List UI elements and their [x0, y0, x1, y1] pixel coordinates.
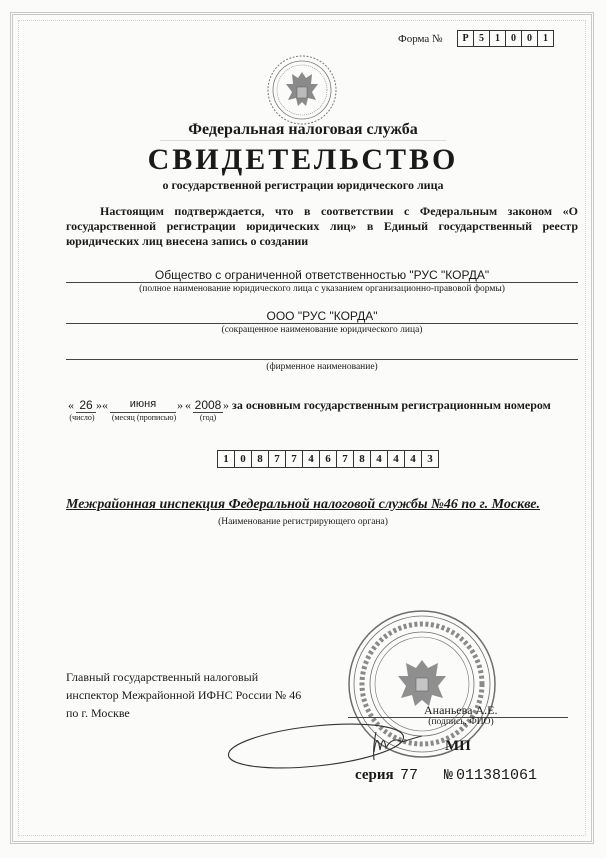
date-open-quote-day: « — [68, 398, 74, 412]
brand-name-line — [66, 359, 578, 360]
form-code-boxes — [458, 30, 554, 47]
ogrn-digit: 4 — [302, 450, 320, 468]
document-title: СВИДЕТЕЛЬСТВО — [147, 143, 459, 176]
date-open-quote-month: « — [102, 398, 108, 412]
signer-name: Ананьева А.Е. — [424, 703, 498, 717]
serial-no-label: № — [444, 767, 454, 784]
year-caption: (год) — [199, 413, 217, 422]
registering-authority: Межрайонная инспекция Федеральной налоговой службы №46 по г. Москве. — [65, 497, 541, 512]
date-year: 2008 — [194, 398, 222, 412]
confirmation-text: Настоящим подтверждается, что в соответствии с Федеральным законом «О государственной регистрации юридических лиц» в Единый государственный реестр юридических лиц внесена запись о создании — [66, 204, 578, 248]
series-label: серия — [355, 767, 394, 783]
ogrn-digit: 3 — [421, 450, 439, 468]
date-close-quote-day: » — [96, 398, 102, 412]
ogrn-digit: 4 — [404, 450, 422, 468]
authority-caption: (Наименование регистрирующего органа) — [218, 517, 388, 527]
ogrn-digit: 7 — [285, 450, 303, 468]
form-code-cell: 0 — [505, 30, 522, 47]
serial-number: 011381061 — [456, 767, 538, 784]
short-name-value: ООО "РУС "КОРДА" — [266, 309, 378, 323]
form-code-cell: 1 — [537, 30, 554, 47]
ogrn-digit: 4 — [370, 450, 388, 468]
full-name-value: Общество с ограниченной ответственностью "РУС "КОРДА" — [154, 268, 490, 282]
ogrn-boxes — [218, 450, 439, 468]
agency-name: Федеральная налоговая служба — [188, 121, 418, 138]
state-emblem-icon — [266, 54, 338, 126]
ogrn-digit: 0 — [234, 450, 252, 468]
form-code-cell: 0 — [521, 30, 538, 47]
document-subtitle: о государственной регистрации юридического лица — [162, 178, 444, 192]
ogrn-digit: 6 — [319, 450, 337, 468]
ogrn-digit: 8 — [251, 450, 269, 468]
short-name-caption: (сокращенное наименование юридического лица) — [221, 325, 423, 335]
form-label: Форма № — [398, 33, 443, 45]
ogrn-digit: 1 — [217, 450, 235, 468]
date-close-quote-year: » — [223, 398, 229, 412]
full-name-line — [66, 282, 578, 283]
form-code-cell: 1 — [489, 30, 506, 47]
official-line-3: по г. Москве — [66, 706, 130, 720]
brand-name-caption: (фирменное наименование) — [266, 362, 378, 372]
date-open-quote-year: « — [185, 398, 191, 412]
ogrn-intro: за основным государственным регистрационным номером — [232, 398, 551, 412]
ogrn-digit: 7 — [268, 450, 286, 468]
form-code-cell: Р — [457, 30, 474, 47]
seal-place-mp: МП — [445, 738, 471, 754]
ogrn-digit: 8 — [353, 450, 371, 468]
full-name-caption: (полное наименование юридического лица с указанием организационно-правовой формы) — [139, 284, 505, 294]
date-close-quote-month: » — [177, 398, 183, 412]
ogrn-digit: 4 — [387, 450, 405, 468]
month-caption: (месяц (прописью) — [111, 413, 177, 422]
ogrn-digit: 7 — [336, 450, 354, 468]
series-number: 77 — [400, 767, 419, 784]
official-line-2: инспектор Межрайонной ИФНС России № 46 — [66, 688, 302, 702]
day-caption: (число) — [69, 413, 95, 422]
date-day: 26 — [79, 398, 93, 412]
short-name-line — [66, 323, 578, 324]
date-month: июня — [129, 398, 157, 410]
agency-underline — [160, 140, 446, 141]
form-code-cell: 5 — [473, 30, 490, 47]
official-line-1: Главный государственный налоговый — [66, 670, 259, 684]
signer-caption: (подпись, ФИО) — [428, 717, 494, 727]
